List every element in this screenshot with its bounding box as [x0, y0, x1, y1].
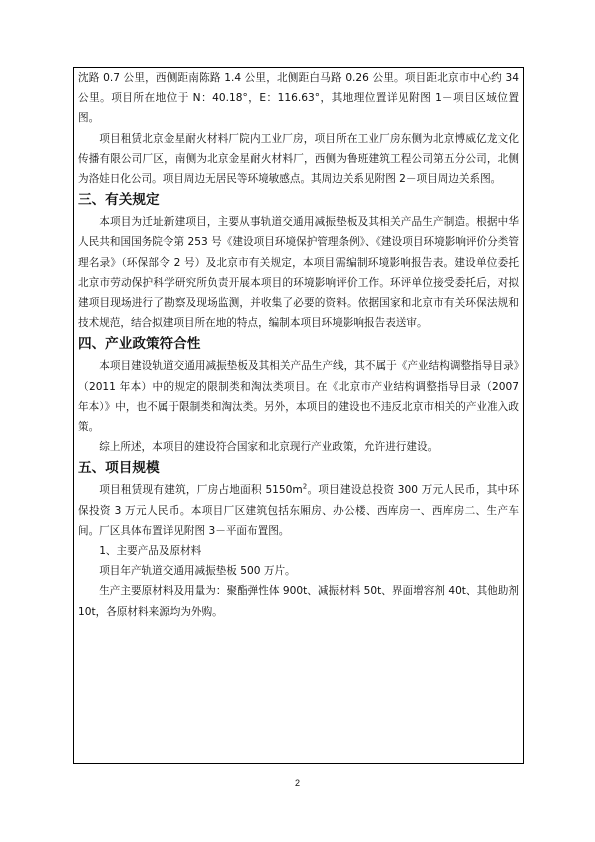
paragraph-surroundings: 项目租赁北京金星耐火材料厂院内工业厂房，项目所在工业厂房东侧为北京博威亿龙文化传播有限公司厂区，南侧为北京金星耐火材料厂，西侧为鲁班建筑工程公司第五分公司，北侧为洛娃日化公司。项目周边无居民等环境敏感点。其周边关系见附图 2－项目周边关系图。	[78, 132, 519, 186]
scale-text-a: 项目租赁现有建筑，厂房占地面积 5150m	[99, 484, 303, 497]
page-number: 2	[294, 778, 300, 788]
paragraph-regulations: 本项目为迁址新建项目，主要从事轨道交通用减振垫板及其相关产品生产制造。根据中华人民共和国国务院令第 253 号《建设项目环境保护管理条例》、《建设项目环境影响评价分类管理名录》（环保部令 2 号）及北京市有关规定，本项目需编制环境影响报告表。建设单位委托北京市劳动保护科学研究所负责开展本项目的环境影响评价工作。环评单位接受委托后，对拟建项目现场进行了勘察及现场监测，并收集了必要的资料。依据国家和北京市有关环保法规和技术规范，结合拟建项目所在地的特点，编制本项目环境影响报告表送审。	[78, 216, 519, 330]
paragraph-output: 项目年产轨道交通用减振垫板 500 万片。	[99, 565, 296, 578]
scale-text-b: 。项目建设总投资 300 万元人民币，其中环保投资 3 万元人民币。本项目厂区建筑包括东厢房、办公楼、西库房一、西库房二、生产车间。厂区具体布置详见附图 3－平面布置图。	[78, 484, 519, 537]
paragraph-policy-conclusion: 综上所述，本项目的建设符合国家和北京现行产业政策，允许进行建设。	[99, 441, 439, 454]
document-body	[78, 68, 519, 622]
paragraph-policy: 本项目建设轨道交通用减振垫板及其相关产品生产线，其不属于《产业结构调整指导目录》（2011 年本）中的规定的限制类和淘汰类项目。在《北京市产业结构调整指导目录（2007 年本）》中，也不属于限制类和淘汰类。另外，本项目的建设也不违反北京市相关的产业准入政策。	[78, 360, 519, 434]
heading-regulations: 三、有关规定	[78, 192, 160, 209]
paragraph-scale	[78, 480, 519, 541]
subheading-products: 1、主要产品及原材料	[99, 545, 202, 558]
heading-industrial-policy: 四、产业政策符合性	[78, 336, 201, 353]
paragraph-location: 沈路 0.7 公里，西侧距南陈路 1.4 公里，北侧距白马路 0.26 公里。项目距北京市中心约 34 公里。项目所在地位于 N：40.18°，E：116.63°，其地理位置详见附图 1－项目区域位置图。	[78, 72, 519, 125]
paragraph-materials: 生产主要原材料及用量为：聚酯弹性体 900t、减振材料 50t、界面增容剂 40t、其他助剂 10t，各原材料来源均为外购。	[78, 585, 519, 618]
heading-project-scale: 五、项目规模	[78, 460, 160, 477]
area-unit-superscript: 2	[302, 482, 308, 491]
